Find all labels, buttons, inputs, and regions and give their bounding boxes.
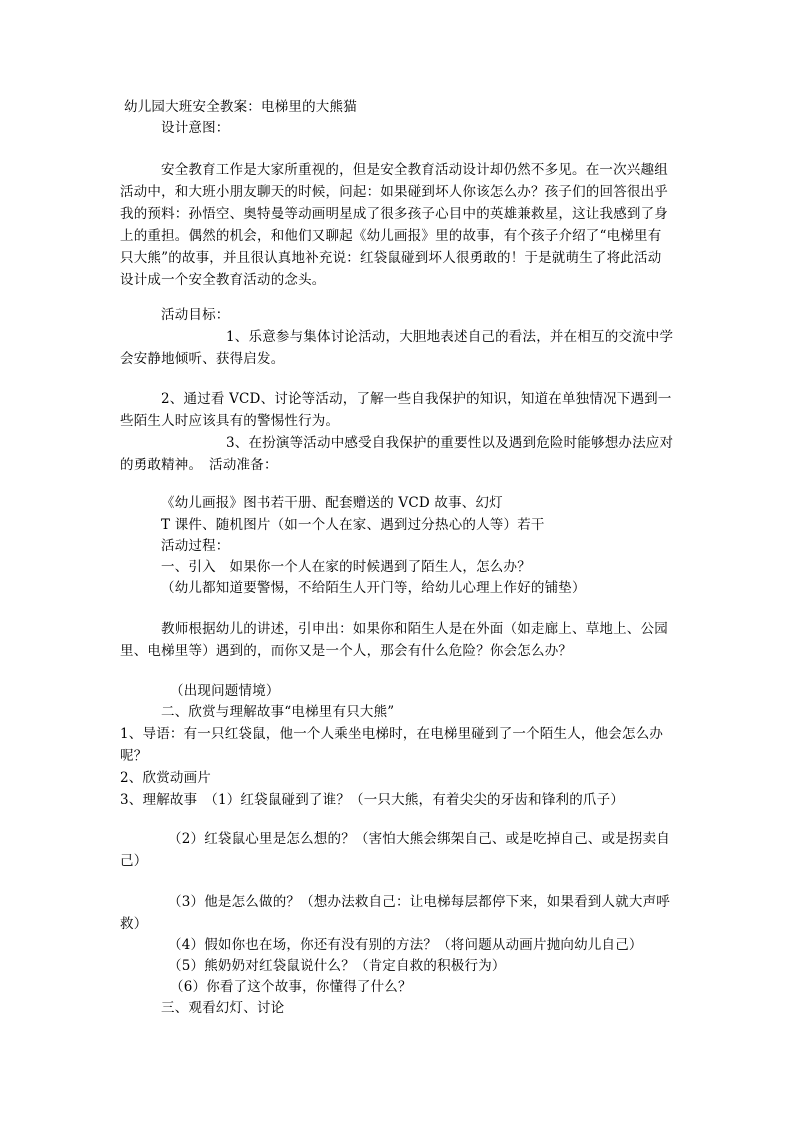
goal-line: 1、乐意参与集体讨论活动，大胆地表述自己的看法，并在相互的交流中学 (226, 329, 674, 345)
document-title: 幼儿园大班安全教案：电梯里的大熊猫 (124, 99, 357, 115)
section-heading-slides: 三、观看幻灯、讨论 (161, 1000, 285, 1016)
paragraph-line: 只大熊”的故事，并且很认真地补充说：红袋鼠碰到坏人很勇敢的！于是就萌生了将此活动 (120, 250, 662, 266)
question-line: 己） (120, 853, 148, 869)
process-line: 一、引入 如果你一个人在家的时候遇到了陌生人，怎么办？ (161, 559, 531, 575)
goal-line: 会安静地倾听、获得启发。 (120, 351, 285, 367)
section-heading-story: 二、欣赏与理解故事“电梯里有只大熊” (161, 704, 395, 720)
paragraph-line: 上的重担。偶然的机会，和他们又聊起《幼儿画报》里的故事，有个孩子介绍了“电梯里有 (120, 228, 662, 244)
goal-line: 2、通过看 VCD、讨论等活动，了解一些自我保护的知识，知道在单独情况下遇到一 (161, 391, 672, 407)
preparation-line: 《幼儿画报》图书若干册、配套赠送的 VCD 故事、幻灯 (161, 495, 503, 511)
question-line: （3）他是怎么做的？（想办法救自己：让电梯每层都停下来，如果看到人就大声呼 (168, 894, 670, 910)
process-line: （出现问题情境） (170, 683, 280, 699)
goal-line: 的勇敢精神。 活动准备： (120, 457, 278, 473)
question-line: （6）你看了这个故事，你懂得了什么？ (170, 979, 412, 995)
process-line: 里、电梯里等）遇到的，而你又是一个人，那会有什么危险？你会怎么办？ (120, 643, 573, 659)
process-line: 教师根据幼儿的讲述，引申出：如果你和陌生人是在外面（如走廊上、草地上、公园 (161, 621, 668, 637)
process-line: 呢？ (120, 748, 148, 764)
process-line: 3、理解故事 （1）红袋鼠碰到了谁？（一只大熊，有着尖尖的牙齿和锋利的爪子） (120, 792, 625, 808)
paragraph-line: 活动中，和大班小朋友聊天的时候，问起：如果碰到坏人你该怎么办？孩子们的回答很出乎 (120, 184, 668, 200)
question-line: （5）熊奶奶对红袋鼠说什么？（肯定自救的积极行为） (168, 958, 506, 974)
paragraph-line: 我的预料：孙悟空、奥特曼等动画明星成了很多孩子心目中的英雄兼救星，这让我感到了身 (120, 206, 668, 222)
question-line: （4）假如你也在场，你还有没有别的方法？（将问题从动画片抛向幼儿自己） (168, 937, 643, 953)
process-line: （幼儿都知道要警惕，不给陌生人开门等，给幼儿心理上作好的铺垫） (161, 580, 586, 596)
question-line: （2）红袋鼠心里是怎么想的？（害怕大熊会绑架自己、或是吃掉自己、或是拐卖自 (168, 831, 670, 847)
paragraph-line: 设计成一个安全教育活动的念头。 (120, 272, 326, 288)
process-line: 1、导语：有一只红袋鼠，他一个人乘坐电梯时，在电梯里碰到了一个陌生人，他会怎么办 (120, 726, 664, 742)
paragraph-line: 安全教育工作是大家所重视的，但是安全教育活动设计却仍然不多见。在一次兴趣组 (161, 162, 668, 178)
preparation-line: T 课件、随机图片（如一个人在家、遇到过分热心的人等）若干 (161, 517, 545, 533)
process-line: 2、欣赏动画片 (120, 770, 211, 786)
goal-line: 3、在扮演等活动中感受自我保护的重要性以及遇到危险时能够想办法应对 (226, 435, 674, 451)
section-heading-process: 活动过程： (161, 538, 230, 554)
goal-line: 些陌生人时应该具有的警惕性行为。 (120, 413, 340, 429)
section-heading-design-intent: 设计意图： (161, 120, 230, 136)
question-line: 救） (120, 916, 148, 932)
section-heading-goals: 活动目标： (161, 307, 230, 323)
